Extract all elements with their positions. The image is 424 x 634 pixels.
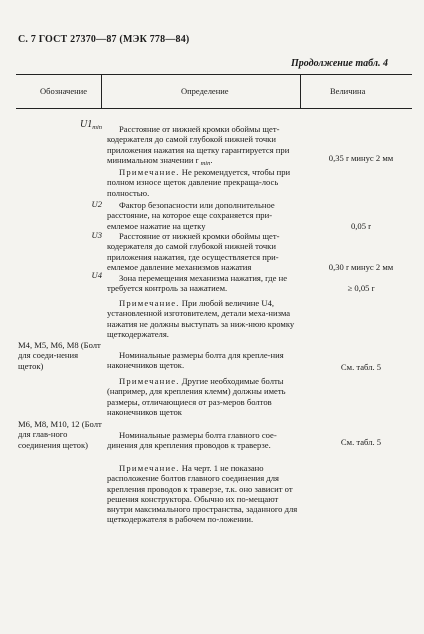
- row-value: См. табл. 5: [340, 437, 382, 447]
- row-definition: Номинальные размеры болта главного сое-динения для крепления проводов к траверзе.: [107, 430, 277, 451]
- row-note: Примечание. При любой величине U4, установленной изготовителем, детали меха-низма нажатия не должны выступать за ниж-нюю кромку щеткодержателя.: [107, 298, 295, 339]
- row-symbol: М4, М5, М6, М8 (Болт для соеди-нения щеток): [18, 340, 101, 371]
- column-header-symbol: Обозначение: [40, 86, 87, 96]
- row-note: Примечание. Другие необходимые болты (например, для крепления клемм) должны иметь размеры, отличающиеся от раз-меров болтов наконечников щеток: [107, 376, 286, 417]
- row-value: ≥ 0,05 r: [347, 283, 375, 293]
- table-top-border: [16, 74, 412, 75]
- row-value: 0,30 r минус 2 мм: [328, 262, 394, 272]
- row-symbol: $U1_{min}$: [80, 119, 102, 131]
- row-definition: Расстояние от нижней кромки обоймы щет-кодержателя до самой глубокой нижней точки приложения нажатия, где осуществляется при-емлемое давление механизмов нажатия: [107, 231, 280, 272]
- row-value: 0,05 r: [350, 221, 372, 231]
- table-continuation-label: Продолжение табл. 4: [290, 58, 388, 69]
- row-definition: Зона перемещения механизма нажатия, где не требуется контроль за нажатием.: [107, 273, 288, 294]
- row-symbol: U3: [91, 230, 102, 240]
- row-symbol: М6, М8, М10, 12 (Болт для глав-ного соединения щеток): [18, 419, 102, 450]
- row-symbol: U4: [91, 270, 102, 280]
- row-note: Примечание. На черт. 1 не показано расположение болтов главного соединения для крепления проводов к траверзе, т.к. оно зависит от решения конструктора. Обычно их по-мещают внутри максимального пространства, заданного для щеткодержателя в рабочем по-ложении.: [107, 463, 298, 525]
- table-header-bottom-border: [16, 108, 412, 109]
- column-header-value: Величина: [330, 86, 366, 96]
- column-header-definition: Определение: [181, 86, 229, 96]
- column-divider-1: [101, 74, 102, 108]
- row-symbol: U2: [91, 199, 102, 209]
- row-definition: Номинальные размеры болта для крепле-ния наконечников щеток.: [107, 350, 284, 371]
- column-divider-2: [300, 74, 301, 108]
- row-value: См. табл. 5: [340, 362, 382, 372]
- row-definition: Фактор безопасности или дополнительное расстояние, на которое еще сохраняется при-емлемое нажатие на щетку: [107, 200, 275, 231]
- row-value: 0,35 r минус 2 мм: [328, 153, 394, 163]
- row-note: Примечание. Не рекомендуется, чтобы при полном износе щеток давление прекраща-лось полностью.: [107, 167, 291, 198]
- page-header: С. 7 ГОСТ 27370—87 (МЭК 778—84): [18, 34, 190, 45]
- row-definition: Расстояние от нижней кромки обоймы щет-кодержателя до самой глубокой нижней точки приложения нажатия на щетку гарантируется при минимальном значении r $_{min}$.: [107, 124, 290, 167]
